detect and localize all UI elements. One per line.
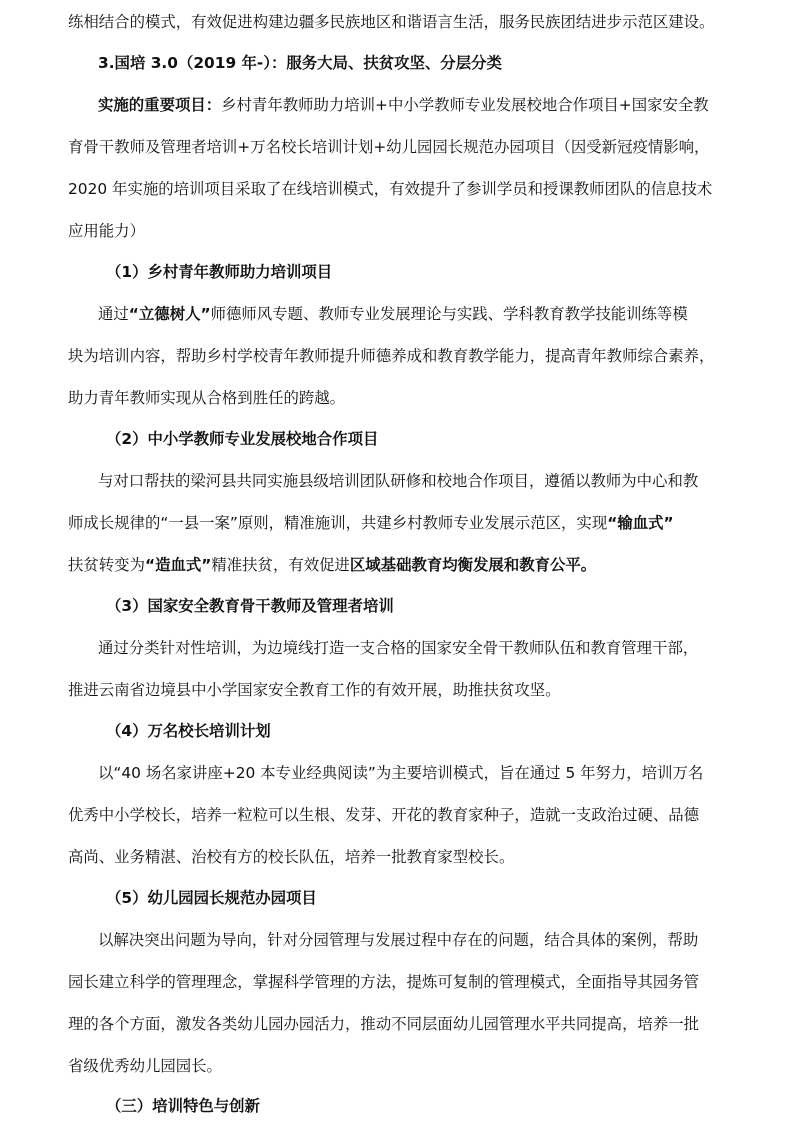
paragraph-line: [0, 555, 793, 575]
emphasis-text: “立德树人”: [128, 305, 211, 323]
emphasis-text: “造血式”: [144, 556, 212, 574]
paragraph-text: 师成长规律的“一县一案”原则，精准施训，共建乡村教师专业发展示范区，实现: [68, 514, 608, 532]
paragraph-line: 园长建立科学的管理理念，掌握科学管理的方法，提炼可复制的管理模式，全面指导其园务管: [68, 973, 700, 991]
paragraph-text: 扶贫转变为: [68, 556, 145, 574]
paragraph-line: 通过分类针对性培训，为边境线打造一支合格的国家安全骨干教师队伍和教育管理干部，: [98, 639, 699, 657]
paragraph-line: 助力青年教师实现从合格到胜任的跨越。: [68, 389, 346, 407]
paragraph-line: 与对口帮扶的梁河县共同实施县级培训团队研修和校地合作项目，遵循以教师为中心和教: [98, 472, 699, 490]
paragraph-line: [0, 513, 793, 533]
emphasis-text: 区域基础教育均衡发展和教育公平。: [349, 556, 597, 574]
paragraph-line: 以“40 场名家讲座+20 本专业经典阅读”为主要培训模式，旨在通过 5 年努力，培训万名: [98, 764, 704, 782]
paragraph-text: 师德师风专题、教师专业发展理论与实践、学科教育教学技能训练等模: [210, 305, 688, 323]
paragraph-text: 精准扶贫，有效促进: [211, 556, 350, 574]
paragraph-line: 省级优秀幼儿园园长。: [68, 1057, 222, 1075]
paragraph-line: 块为培训内容，帮助乡村学校青年教师提升师德养成和教育教学能力，提高青年教师综合素养，: [68, 347, 715, 365]
paragraph-line: 应用能力）: [68, 222, 145, 240]
paragraph-line: 练相结合的模式，有效促进构建边疆多民族地区和谐语言生活，服务民族团结进步示范区建设。: [68, 13, 715, 31]
project-heading: （5）幼儿园园长规范办园项目: [106, 889, 317, 907]
paragraph-line: 以解决突出问题为导向，针对分园管理与发展过程中存在的问题，结合具体的案例，帮助: [98, 931, 699, 949]
paragraph-line: 育骨干教师及管理者培训+万名校长培训计划+幼儿园园长规范办园项目（因受新冠疫情影响，: [68, 138, 710, 156]
key-projects-label: 实施的重要项目：: [98, 96, 222, 114]
project-heading: （4）万名校长培训计划: [106, 722, 271, 740]
section-heading: （三）培训特色与创新: [106, 1097, 260, 1115]
paragraph-text: 乡村青年教师助力培训+中小学教师专业发展校地合作项目+国家安全教: [221, 96, 709, 114]
project-heading: （2）中小学教师专业发展校地合作项目: [106, 430, 379, 448]
paragraph-line: [0, 95, 793, 115]
section-heading: 3.国培 3.0（2019 年-）：服务大局、扶贫攻坚、分层分类: [98, 54, 502, 72]
paragraph-line: [0, 304, 793, 324]
paragraph-line: 优秀中小学校长，培养一粒粒可以生根、发芽、开花的教育家种子，造就一支政治过硬、品德: [68, 806, 700, 824]
paragraph-line: 高尚、业务精湛、治校有方的校长队伍，培养一批教育家型校长。: [68, 848, 515, 866]
paragraph-text: 通过: [98, 305, 129, 323]
paragraph-line: 推进云南省边境县中小学国家安全教育工作的有效开展，助推扶贫攻坚。: [68, 681, 561, 699]
paragraph-line: 2020 年实施的培训项目采取了在线培训模式，有效提升了参训学员和授课教师团队的信息技术: [68, 180, 713, 198]
paragraph-line: 理的各个方面，激发各类幼儿园办园活力，推动不同层面幼儿园管理水平共同提高，培养一批: [68, 1015, 700, 1033]
emphasis-text: “输血式”: [607, 514, 674, 532]
project-heading: （1）乡村青年教师助力培训项目: [106, 263, 333, 281]
project-heading: （3）国家安全教育骨干教师及管理者培训: [106, 597, 394, 615]
